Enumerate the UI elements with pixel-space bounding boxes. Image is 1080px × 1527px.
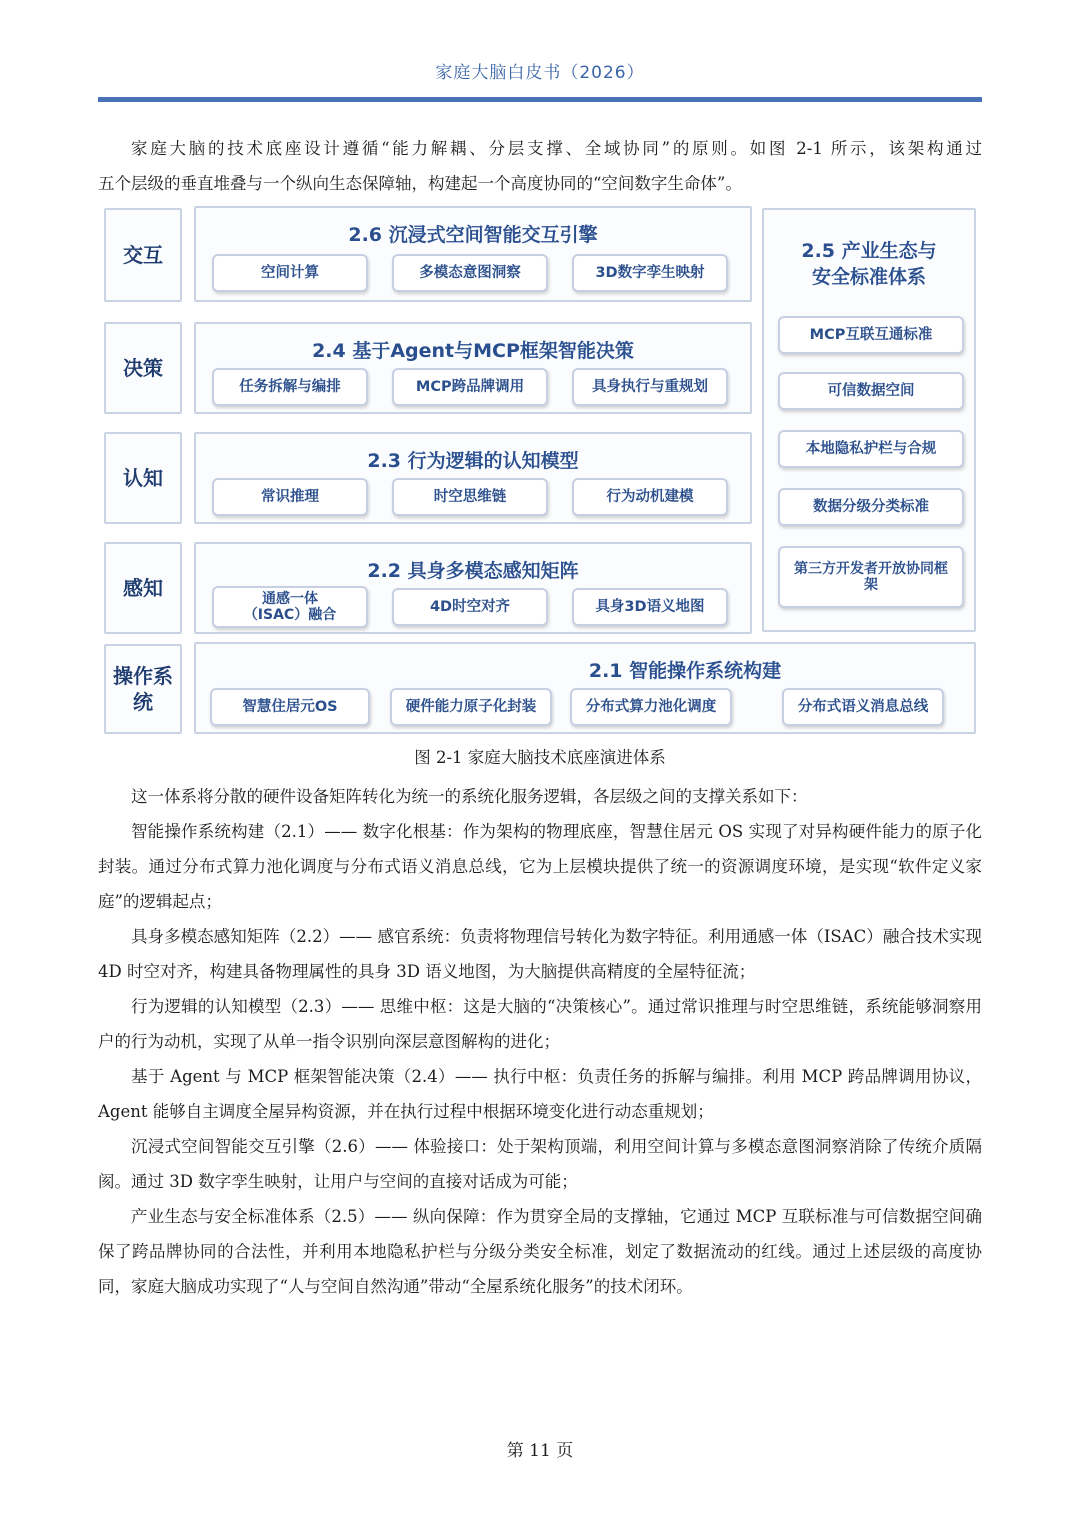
row-label-interaction: 交互 <box>104 208 182 302</box>
layer-title: 2.6 沉浸式空间智能交互引擎 <box>348 224 598 246</box>
body-paragraph-2-5: 产业生态与安全标准体系（2.5）—— 纵向保障：作为贯穿全局的支撑轴，它通过 MCP 互联标准与可信数据空间确保了跨品牌协同的合法性，并利用本地隐私护栏与分级分类安全标准，划定了数据流动的红线。通过上述层级的高度协同，家庭大脑成功实现了“人与空间自然沟通”带动“全屋系统化服务”的技术闭环。 <box>98 1207 982 1296</box>
body-paragraph-2-1: 智能操作系统构建（2.1）—— 数字化根基：作为架构的物理底座，智慧住居元 OS 实现了对异构硬件能力的原子化封装。通过分布式算力池化调度与分布式语义消息总线，它为上层模块提供了统一的资源调度环境，是实现“软件定义家庭”的逻辑起点； <box>98 822 982 911</box>
layer-perception <box>194 542 752 634</box>
layer-item: 多模态意图洞察 <box>392 254 548 292</box>
layer-item: 任务拆解与编排 <box>212 368 368 406</box>
layer-item: 分布式语义消息总线 <box>782 688 944 726</box>
row-label-decision: 决策 <box>104 322 182 414</box>
layer-title: 2.1 智能操作系统构建 <box>588 660 782 682</box>
layer-decision <box>194 322 752 414</box>
header-rule <box>98 97 982 102</box>
figure-caption: 图 2-1 家庭大脑技术底座演进体系 <box>414 748 666 767</box>
layer-item: 常识推理 <box>212 478 368 516</box>
layer-title: 2.2 具身多模态感知矩阵 <box>367 560 579 582</box>
eco-item: 本地隐私护栏与合规 <box>778 430 964 468</box>
architecture-figure <box>98 202 982 736</box>
eco-item: 可信数据空间 <box>778 372 964 410</box>
eco-item: MCP互联互通标准 <box>778 316 964 354</box>
running-header: 家庭大脑白皮书（2026） <box>435 63 645 83</box>
body-paragraph-2-4: 基于 Agent 与 MCP 框架智能决策（2.4）—— 执行中枢：负责任务的拆解与编排。利用 MCP 跨品牌调用协议，Agent 能够自主调度全屋异构资源，并在执行过程中根据环境变化进行动态重规划； <box>98 1067 982 1121</box>
layer-item: 空间计算 <box>212 254 368 292</box>
page-number: 第 11 页 <box>506 1441 574 1461</box>
intro-paragraph <box>98 131 982 201</box>
layer-item: 具身3D语义地图 <box>572 588 728 626</box>
layer-item: 硬件能力原子化封装 <box>390 688 552 726</box>
eco-title: 2.5 产业生态与安全标准体系 <box>801 240 937 288</box>
row-label-perception: 感知 <box>104 542 182 634</box>
layer-item: 3D数字孪生映射 <box>572 254 728 292</box>
layer-item: 4D时空对齐 <box>392 588 548 626</box>
eco-item: 第三方开发者开放协同框架 <box>778 546 964 608</box>
layer-title: 2.3 行为逻辑的认知模型 <box>367 450 579 472</box>
row-label-cognition: 认知 <box>104 432 182 524</box>
body-paragraph-2-3: 行为逻辑的认知模型（2.3）—— 思维中枢：这是大脑的“决策核心”。通过常识推理与时空思维链，系统能够洞察用户的行为动机，实现了从单一指令识别向深层意图解构的进化； <box>98 997 982 1051</box>
layer-cognition <box>194 432 752 524</box>
intro-line-2: 五个层级的垂直堆叠与一个纵向生态保障轴，构建起一个高度协同的“空间数字生命体”。 <box>98 174 742 193</box>
body-paragraph-2-2: 具身多模态感知矩阵（2.2）—— 感官系统：负责将物理信号转化为数字特征。利用通感一体（ISAC）融合技术实现 4D 时空对齐，构建具备物理属性的具身 3D 语义地图，为大脑提供高精度的全屋特征流； <box>98 927 982 981</box>
layer-item: 具身执行与重规划 <box>572 368 728 406</box>
layer-interaction <box>194 206 752 302</box>
layer-item: 行为动机建模 <box>572 478 728 516</box>
layer-title: 2.4 基于Agent与MCP框架智能决策 <box>312 340 634 362</box>
layer-item: 分布式算力池化调度 <box>570 688 732 726</box>
layer-item: 时空思维链 <box>392 478 548 516</box>
intro-line-1: 家庭大脑的技术底座设计遵循“能力解耦、分层支撑、全域协同”的原则。如图 2-1 所示，该架构通过 <box>131 139 982 158</box>
layer-item: MCP跨品牌调用 <box>392 368 548 406</box>
body-paragraph-2-6: 沉浸式空间智能交互引擎（2.6）—— 体验接口：处于架构顶端，利用空间计算与多模态意图洞察消除了传统介质隔阂。通过 3D 数字孪生映射，让用户与空间的直接对话成为可能； <box>98 1137 982 1191</box>
eco-item: 数据分级分类标准 <box>778 488 964 526</box>
row-label-operating-system: 操作系统 <box>104 644 182 734</box>
body-lead: 这一体系将分散的硬件设备矩阵转化为统一的系统化服务逻辑，各层级之间的支撑关系如下： <box>131 787 808 806</box>
layer-item: 智慧住居元OS <box>210 688 370 726</box>
layer-operating-system <box>194 642 976 734</box>
layer-item: 通感一体（ISAC）融合 <box>212 586 368 628</box>
layer-ecosystem <box>762 208 976 632</box>
